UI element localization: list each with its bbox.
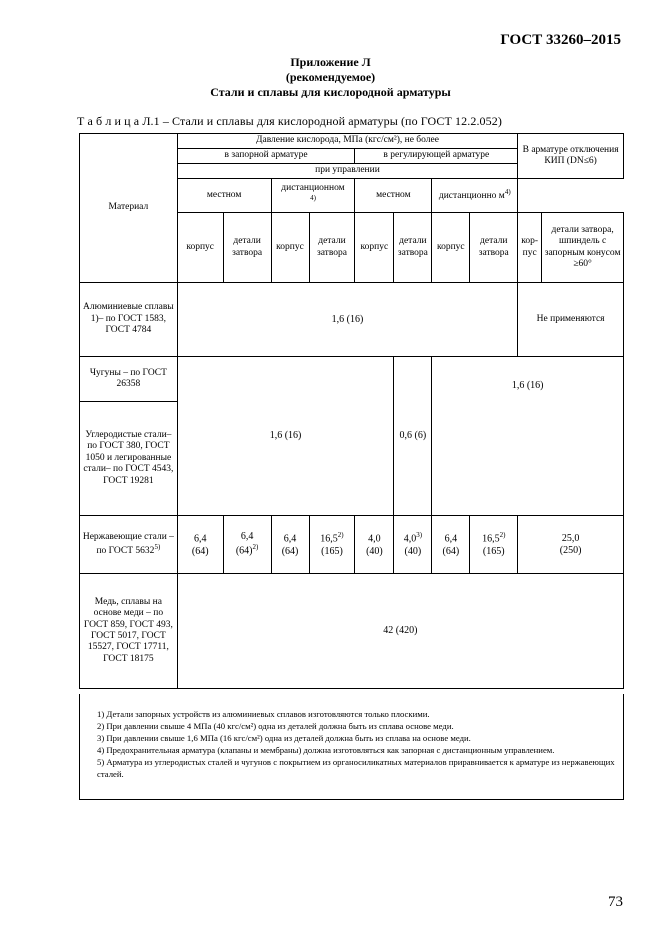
note-4: 4) Предохранительная арматура (клапаны и мембраны) должна изготовляться как запорная с дистанционным управлением. [97, 745, 555, 755]
appendix-subject: Стали и сплавы для кислородной арматуры [210, 85, 451, 99]
appendix-title: Приложение Л [290, 55, 371, 69]
table-caption: Т а б л и ц а Л.1 – Стали и сплавы для кислородной арматуры (по ГОСТ 12.2.052) [77, 114, 502, 128]
table-row [80, 516, 624, 574]
page-number: 73 [608, 894, 623, 910]
header-body: корпус [355, 213, 394, 283]
header-shutoff: в запорной арматуре [177, 149, 355, 164]
header-parts: детали затвора [223, 213, 271, 283]
header-parts: детали затвора [470, 213, 518, 283]
header-material: Материал [80, 134, 178, 283]
material-carbon-steel: Углеродистые стали–по ГОСТ 380, ГОСТ 1050 и легированные стали– по ГОСТ 4543, ГОСТ 19281 [80, 402, 178, 516]
stainless-cell: 16,5$^{2)}$ (165) [470, 516, 518, 574]
header-remote-2: дистанционно $м^{4)}$ [432, 179, 518, 213]
table-row [80, 357, 624, 402]
table-row [80, 574, 624, 689]
header-local-1: местном [177, 179, 271, 213]
header-remote-1: дистанционном $^{4)}$ [271, 179, 355, 213]
header-pressure: Давление кислорода, МПа (кгс/см²), не более [177, 134, 517, 149]
stainless-cell: 6,4 (64) [177, 516, 223, 574]
material-cast-iron: Чугуны – по ГОСТ 26358 [80, 357, 178, 402]
header-body-kip: кор- пус [518, 213, 542, 283]
note-2: 2) При давлении свыше 4 МПа (40 кгс/см²) одна из деталей должна быть из сплава основе меди. [97, 721, 454, 731]
stainless-cell: 6,4 $(64)^{2)}$ [223, 516, 271, 574]
header-body: корпус [177, 213, 223, 283]
header-control: при управлении [177, 164, 517, 179]
materials-table [79, 133, 624, 689]
header-body: корпус [271, 213, 309, 283]
kip-aluminum: Не применяются [518, 283, 624, 357]
value-copper: 42 (420) [177, 574, 623, 689]
note-3: 3) При давлении свыше 1,6 МПа (16 кгс/см²) одна из деталей должна быть из сплава на основе меди. [97, 733, 471, 743]
header-kip: В арматуре отключения КИП (DN≤6) [518, 134, 624, 179]
value-iron-steel-left: 1,6 (16) [177, 357, 394, 516]
appendix-status: (рекомендуемое) [285, 70, 376, 84]
note-1: 1) Детали запорных устройств из алюминиевых сплавов изготовляются только плоскими. [97, 709, 430, 719]
stainless-cell: 6,4 (64) [432, 516, 470, 574]
table-notes [97, 708, 622, 780]
stainless-kip: 25,0 (250) [518, 516, 624, 574]
value-aluminum: 1,6 (16) [177, 283, 517, 357]
header-parts: детали затвора [394, 213, 432, 283]
header-regulating: в регулирующей арматуре [355, 149, 518, 164]
header-spindle-parts: детали затвора, шпиндель с запорным конусом ≥60° [542, 213, 624, 283]
header-parts: детали затвора [309, 213, 355, 283]
material-stainless: Нержавеющие стали – по ГОСТ 5632$^{5)}$ [80, 516, 178, 574]
stainless-cell: 4,0$^{3)}$ (40) [394, 516, 432, 574]
material-copper: Медь, сплавы на основе меди – по ГОСТ 859, ГОСТ 493, ГОСТ 5017, ГОСТ 15527, ГОСТ 17711, ГОСТ 18175 [80, 574, 178, 689]
standard-number: ГОСТ 33260–2015 [500, 32, 621, 48]
table-row [80, 283, 624, 357]
stainless-cell: 6,4 (64) [271, 516, 309, 574]
header-local-2: местном [355, 179, 432, 213]
stainless-cell: 16,5$^{2)}$ (165) [309, 516, 355, 574]
note-5: 5) Арматура из углеродистых сталей и чугунов с покрытием из органосиликатных материалов приравнивается к арматуре из нержавеющих сталей. [97, 757, 615, 779]
material-aluminum: Алюминиевые сплавы 1)– по ГОСТ 1583, ГОСТ 4784 [80, 283, 178, 357]
value-iron-steel-mid: 0,6 (6) [394, 357, 432, 516]
stainless-cell: 4,0 (40) [355, 516, 394, 574]
header-body: корпус [432, 213, 470, 283]
value-iron-steel-right: 1,6 (16) [432, 357, 624, 516]
